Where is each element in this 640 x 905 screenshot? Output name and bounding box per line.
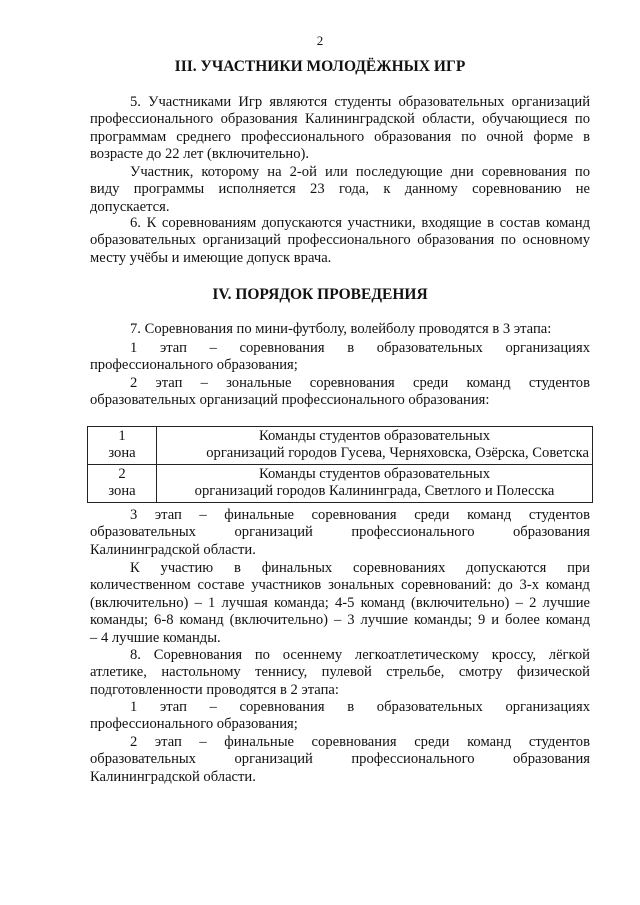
- paragraph-line: – 4 лучшие команды.: [90, 629, 221, 646]
- paragraph-line: виду программы исполняется 23 года, к данному соревнованию не: [90, 181, 590, 198]
- paragraph-line: К участию в финальных соревнованиях допускаются при: [130, 560, 590, 576]
- zone-label: зона: [108, 483, 136, 500]
- section-3-heading: III. УЧАСТНИКИ МОЛОДЁЖНЫХ ИГР: [174, 58, 466, 75]
- paragraph-line: атлетике, настольному теннису, пулевой стрельбе, смотру физической: [90, 664, 590, 681]
- paragraph-5: [90, 94, 590, 164]
- paragraph-line: профессионального образования Калининградской области, обучающиеся по: [90, 111, 590, 128]
- page-number: 2: [316, 33, 324, 48]
- paragraph-line: 8. Соревнования по осеннему легкоатлетическому кроссу, лёгкой: [130, 647, 590, 663]
- zone-teams-line: организаций городов Гусева, Черняховска, Озёрска, Советска: [206, 445, 589, 462]
- paragraph-line: количественном составе участников зональных соревнований: до 3-х команд: [90, 577, 590, 594]
- zone-number-cell: [88, 427, 157, 465]
- zone-teams-line: Команды студентов образовательных: [258, 465, 491, 482]
- zone-label: зона: [108, 445, 136, 462]
- paragraph-line: (включительно) – 1 лучшая команда; 4-5 команд (включительно) – 2 лучшие: [90, 594, 590, 611]
- paragraph-line: 2 этап – финальные соревнования среди команд студентов: [130, 734, 590, 750]
- stage-3: [90, 507, 590, 559]
- paragraph-line: месту учёбы и имеющие допуск врача.: [90, 249, 332, 266]
- paragraph-line: возрасте до 22 лет (включительно).: [90, 146, 310, 163]
- stage-1: [90, 340, 590, 375]
- final-admission-rule: [90, 560, 590, 647]
- paragraph-line: Участник, которому на 2-ой или последующие дни соревнования по: [130, 164, 590, 180]
- zone-number: 2: [118, 465, 126, 482]
- zone-number: 1: [118, 428, 126, 444]
- table-row: [88, 464, 593, 502]
- zone-teams-line: организаций городов Калининграда, Светлого и Полесска: [194, 483, 555, 500]
- paragraph-8: [90, 647, 590, 699]
- paragraph-line: Калининградской области.: [90, 768, 256, 785]
- table-row: [88, 427, 593, 465]
- paragraph-line: образовательных организаций профессионального образования: [90, 524, 590, 541]
- zone-teams-cell: [157, 464, 593, 502]
- paragraph-line: 1 этап – соревнования в образовательных организациях: [130, 340, 590, 356]
- section-4-heading: IV. ПОРЯДОК ПРОВЕДЕНИЯ: [212, 286, 428, 303]
- paragraph-7: [90, 321, 590, 338]
- paragraph-line: образовательных организаций профессионального образования по основному: [90, 232, 590, 249]
- paragraph-line: Калининградской области.: [90, 541, 256, 558]
- p8-stage-1: [90, 699, 590, 734]
- paragraph-line: 7. Соревнования по мини-футболу, волейболу проводятся в 3 этапа:: [130, 321, 552, 337]
- paragraph-line: профессионального образования;: [90, 716, 298, 733]
- zones-table: [87, 426, 593, 503]
- paragraph-line: профессионального образования;: [90, 357, 298, 374]
- paragraph-line: 6. К соревнованиям допускаются участники, входящие в состав команд: [130, 215, 590, 231]
- paragraph-line: программам среднего профессионального образования по очной форме в: [90, 128, 590, 145]
- paragraph-line: допускается.: [90, 198, 170, 215]
- paragraph-line: образовательных организаций профессионального образования:: [90, 392, 490, 409]
- paragraph-6: [90, 215, 590, 267]
- paragraph-line: подготовленности проводятся в 2 этапа:: [90, 681, 339, 698]
- paragraph-line: 5. Участниками Игр являются студенты образовательных организаций: [130, 94, 590, 110]
- zone-number-cell: [88, 464, 157, 502]
- zone-teams-cell: [157, 427, 593, 465]
- stage-2: [90, 375, 590, 410]
- p8-stage-2: [90, 734, 590, 786]
- paragraph-line: 1 этап – соревнования в образовательных организациях: [130, 699, 590, 715]
- paragraph-line: 2 этап – зональные соревнования среди команд студентов: [130, 375, 590, 391]
- paragraph-line: команды; 6-8 команд (включительно) – 3 лучшие команды; 9 и более команд: [90, 612, 590, 629]
- paragraph-5-age-rule: [90, 164, 590, 216]
- paragraph-line: образовательных организаций профессионального образования: [90, 751, 590, 768]
- zone-teams-line: Команды студентов образовательных: [258, 428, 491, 444]
- paragraph-line: 3 этап – финальные соревнования среди команд студентов: [130, 507, 590, 523]
